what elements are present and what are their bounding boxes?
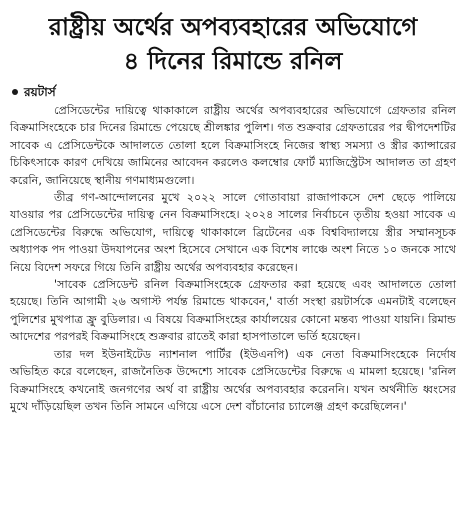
paragraph-3: 'সাবেক প্রেসিডেন্ট রনিল বিক্রমাসিংহেকে গ্রেফতার করা হয়েছে এবং আদালতে তোলা হয়েছে। তিনি আগামী ২৬ অগাস্ট পর্যন্ত রিমান্ডে থাকবেন,' বার্তা সংস্থা রয়টার্সকে এমনটাই বলেছেন পুলিশের মুখপাত্র ফ্রু বুডিলার। এ বিষয়ে বিক্রমাসিংহের কার্যালয়ের কোনো মন্তব্য পাওয়া যায়নি। রিমান্ড আদেশের পরপরই বিক্রমাসিংহে শুক্রবার রাতেই কারা হাসপাতালে ভর্তি হয়েছেন। [10, 278, 456, 344]
paragraph-4: তার দল ইউনাইটেড ন্যাশনাল পার্টির (ইউএনপি) এক নেতা বিক্রমাসিংহেকে নির্দোষ অভিহিত করে বলেছেন, রাজনৈতিক উদ্দেশ্যে সাবেক প্রেসিডেন্টের বিরুদ্ধে এ মামলা হয়েছে। 'রনিল বিক্রমাসিংহে কখনোই জনগণের অর্থ বা রাষ্ট্রীয় অর্থের অপব্যবহার করেননি। যখন অর্থনীতি ধ্বংসের মুখে দাঁড়িয়েছিল তখন তিনি সামনে এগিয়ে এসে দেশ বাঁচানোর চ্যালেঞ্জ গ্রহণ করেছিলেন।' [10, 347, 456, 413]
byline [10, 84, 456, 100]
paragraph-2: তীব্র গণ-আন্দোলনের মুখে ২০২২ সালে গোতাবায়া রাজাপাকসে দেশ ছেড়ে পালিয়ে যাওয়ার পর প্রেসিডেন্টের দায়িত্ব নেন বিক্রমাসিংহে। ২০২৪ সালের নির্বাচনে তৃতীয় হওয়া সাবেক এ প্রেসিডেন্টের বিরুদ্ধে অভিযোগ, দায়িত্বে থাকাকালে ব্রিটেনের এক বিশ্ববিদ্যালয়ে স্ত্রীর সম্মানসূচক অধ্যাপক পদ পাওয়া উদযাপনের অংশ হিসেবে সেখানে এক বিশেষ লাঞ্চে অংশ নিতে ১০ জনকে সাথে নিয়ে বিদেশ সফরে গিয়ে তিনি রাষ্ট্রীয় অর্থের অপব্যবহার করেছেন। [10, 191, 456, 274]
article-body [10, 102, 456, 415]
byline-source: রয়টার্স [24, 85, 56, 99]
headline-line-2: ৪ দিনের রিমান্ডে রনিল [123, 47, 343, 75]
headline [10, 0, 456, 78]
paragraph-1: প্রেসিডেন্টের দায়িত্বে থাকাকালে রাষ্ট্রীয় অর্থের অপব্যবহারের অভিযোগে গ্রেফতার রনিল বিক্রমাসিংহেকে চার দিনের রিমান্ডে পেয়েছে শ্রীলঙ্কার পুলিশ। গত শুক্রবার গ্রেফতারের পর দ্বীপদেশটির সাবেক এ প্রেসিডেন্টকে আদালতে তোলা হলে বিক্রমাসিংহে নিজের স্বাস্থ্য সমস্যা ও স্ত্রীর ক্যান্সারের চিকিৎসাকে কারণ দেখিয়ে জামিনের আবেদন করলেও কলম্বোর ফোর্ট ম্যাজিস্ট্রেটস আদালত তা গ্রহণ করেনি, জানিয়েছে স্থানীয় গণমাধ্যমগুলো। [10, 104, 456, 187]
headline-line-1: রাষ্ট্রীয় অর্থের অপব্যবহারের অভিযোগে [48, 13, 418, 41]
bullet-icon [12, 89, 18, 95]
